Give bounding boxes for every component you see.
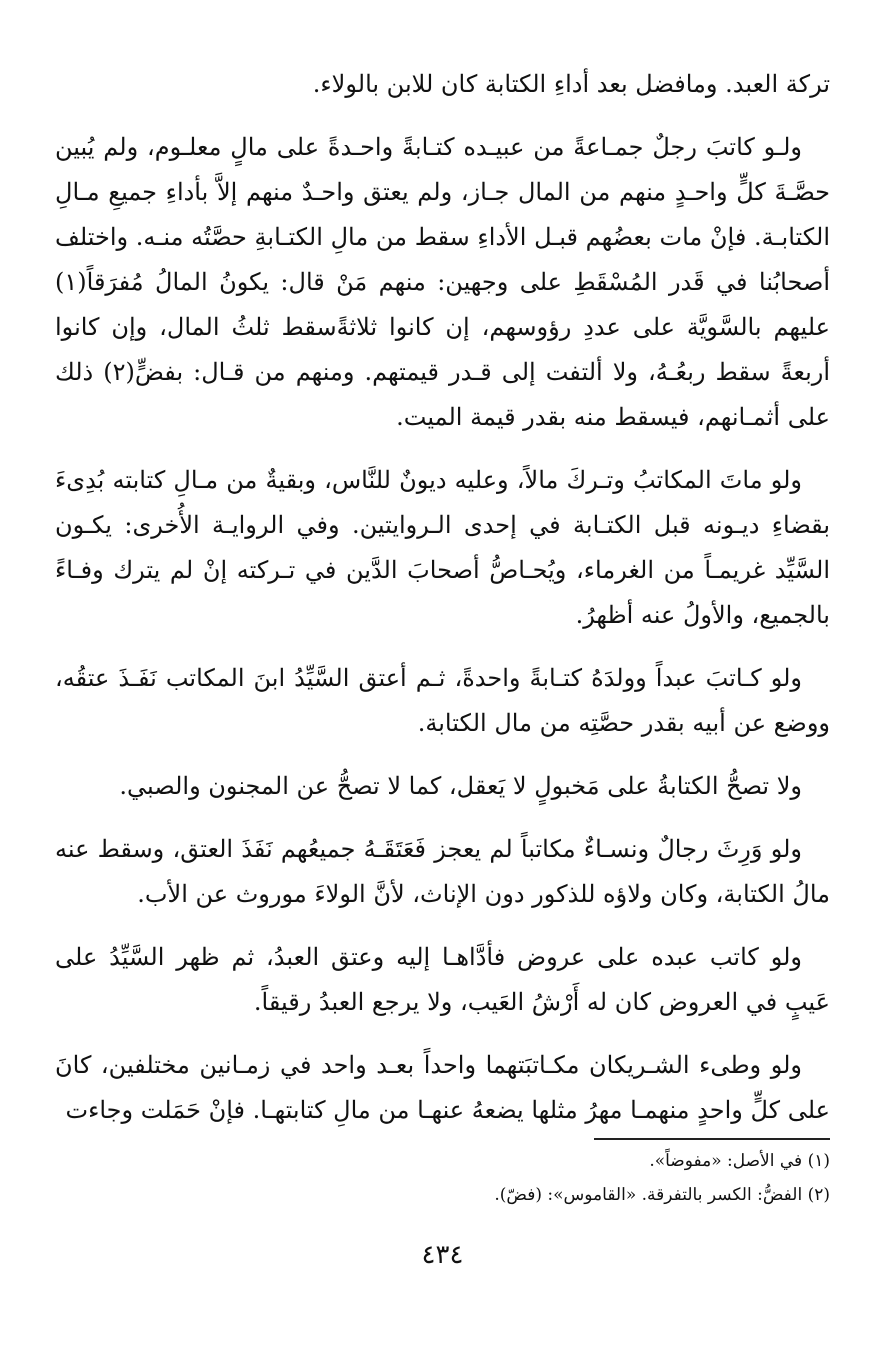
paragraph-6: ولو وَرِثَ رجالٌ ونسـاءٌ مكاتباً لم يعجز فَعَتَقَـهُ جميعُهم نَفَذَ العتق، وسقط عنه مالُ الكتابة، وكان ولاؤه للذكور دون الإناث، لأنَّ الولاءَ موروث عن الأب. xyxy=(55,835,830,908)
paragraph-1: تركة العبد. ومافضل بعد أداءِ الكتابة كان للابن بالولاء. xyxy=(312,70,830,98)
paragraph-7: ولو كاتب عبده على عروض فأدَّاهـا إليه وعتق العبدُ، ثم ظهر السَّيِّدُ على عَيبٍ في العروض كان له أَرْشُ العَيب، ولا يرجع العبدُ رقيقاً. xyxy=(55,943,830,1016)
paragraph-3: ولو ماتَ المكاتبُ وتـركَ مالاً، وعليه ديونٌ للنَّاس، وبقيةٌ من مـالِ كتابته بُدِىءَ بقضاءِ ديـونه قبل الكتـابة في إحدى الـروايتين. وفي الروايـة الأُخرى: يكـون السَّيِّد غريمـاً من الغرماء، ويُحـاصُّ أصحابَ الدَّين في تـركته إنْ لم يترك وفـاءً بالجميع، والأولُ عنه أظهرُ. xyxy=(55,466,830,629)
paragraph-2: ولـو كاتبَ رجلٌ جمـاعةً من عبيـده كتـابةً واحـدةً على مالٍ معلـوم، ولم يُبين حصَّـةَ كلٍّ واحـدٍ منهم من المال جـاز، ولم يعتق واحـدٌ منهم إلاَّ بأداءِ جميعِ مـالِ الكتابـة. فإنْ مات بعضُهم قبـل الأداءِ سقط من مالِ الكتـابةِ حصَّتُه منـه. واختلف أصحابُنا في قَدر المُسْقَطِ على وجهين: منهم مَنْ قال: يكونُ المالُ مُفرَقاً(١) عليهم بالسَّويَّة على عددِ رؤوسهم، إن كانوا ثلاثةًسقط ثلثُ المال، وإن كانوا أربعةً سقط ربعُـهُ، ولا ألتفت إلى قـدر قيمتهم. ومنهم من قـال: بفضٍّ(٢) ذلك على أثمـانهم، فيسقط منه بقدر قيمة الميت. xyxy=(55,133,831,431)
paragraph-5: ولا تصحُّ الكتابةُ على مَخبولٍ لا يَعقل، كما لا تصحُّ عن المجنون والصبي. xyxy=(119,772,802,800)
footnote-divider xyxy=(594,1138,830,1140)
paragraph-4: ولو كـاتبَ عبداً وولدَهُ كتـابةً واحدةً، ثـم أعتق السَّيِّدُ ابنَ المكاتب نَفَـذَ عتقُه، ووضع عن أبيه بقدر حصَّتِه من مال الكتابة. xyxy=(55,664,830,737)
footnotes xyxy=(55,1138,830,1212)
main-text xyxy=(55,62,830,1133)
footnote-2: (٢) الفضُّ: الكسر بالتفرقة. «القاموس»: (فضّ). xyxy=(494,1185,830,1205)
footnote-1: (١) في الأصل: «مفوضاً». xyxy=(649,1151,830,1171)
paragraph-8: ولو وطىء الشـريكان مكـاتبَتهما واحداً بعـد واحد في زمـانين مختلفين، كانَ على كلٍّ واحدٍ منهمـا مهرُ مثلها يضعهُ عنهـا من مالِ كتابتهـا. فإنْ حَمَلت وجاءت xyxy=(55,1051,830,1124)
page-number: ٤٣٤ xyxy=(421,1240,464,1270)
